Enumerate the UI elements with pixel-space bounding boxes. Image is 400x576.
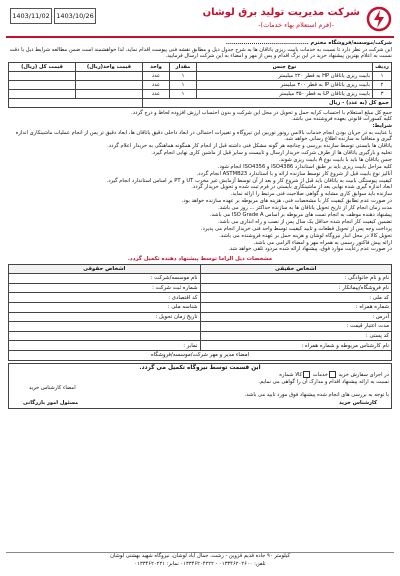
form-field[interactable]: کد اقتصادی : (9, 293, 201, 303)
term-item: تضمین کیفیت کار انجام شده حداقل یک سال پس از نصب و راه اندازی می باشد. (217, 218, 392, 225)
total-row (9, 98, 392, 107)
form-field[interactable]: کد ملی : (200, 293, 392, 303)
footer-phones: تلفن: ۰۱۳۳۴۶۲۰۲۶۰۰ - ۰۱۳۳۴۶۲۰۴۲۲۲ نمابر: ۰۱۳۳۴۶۲۰۲۲۱ (134, 560, 266, 567)
unit-price-cell[interactable] (76, 71, 143, 80)
form-field[interactable]: کد پستی : (200, 331, 392, 341)
total-price-cell[interactable] (9, 80, 76, 89)
note-2: کلیه کسورات قانونی بعهده فروشنده می باشد. (291, 116, 392, 123)
unit-price-cell[interactable] (76, 80, 143, 89)
note-1: جمع کل مبلغ استعلام با احتساب کرایه حمل و تحویل در محل این شرکت و بدون احتساب ارزش افزوده لحاظ و درج گردد. (131, 109, 392, 116)
term-item: کیفیت پیوستگی بابیت به یاتاقان باید قبل از شروع کار و بعد از آن توسط آزمایش غیر مخرب UT و PT بر اساس استاندارد انجام گیرد. (106, 177, 392, 184)
commerce-manager-label: مسئول امور بازرگانی (23, 399, 79, 406)
form-field[interactable]: آدرس : (200, 312, 392, 322)
term-item: یاتاقان ها بایستی توسط سازنده بررسی و چنانچه هر گونه مشکل فنی داشته قبل از انجام کار همگونه هماهنگی به خریدار اعلام گردد. (107, 143, 392, 150)
col-unit: واحد (143, 62, 170, 71)
total-price-cell[interactable] (9, 71, 76, 80)
footer (6, 552, 394, 572)
form-field[interactable]: شناسه ملی : (9, 302, 201, 312)
col-legal-persons: اشخاص حقوقی (9, 264, 201, 274)
term-item: در صورت عدم رعایت موارد فوق، پیشنهاد ارائه شده مردود تلقی خواهد شد. (228, 246, 392, 253)
goods-checkbox[interactable] (303, 371, 310, 378)
form-subtitle: -(فرم استعلام بهاء خدمات)- (258, 21, 334, 29)
form-field[interactable]: مدت اعتبار قیمت : (200, 322, 392, 332)
term-item: تخلیه و بارگیری یاتاقان ها از طرف شرکت خریدار ارسال و تابیست و سایر قبل از ماشین کاری نهایی انجام گیرد. (151, 149, 392, 156)
purchase-expert-label: کارشناس خرید (339, 399, 377, 406)
form-field[interactable] (9, 331, 201, 341)
document-page (6, 4, 394, 572)
terms-title: شرایط: (372, 122, 392, 129)
date-box-1: 1403/11/02 (10, 8, 52, 24)
total-label: جمع کل (به عدد) - ریال (143, 98, 392, 107)
buyer-section (8, 363, 392, 410)
buyer-line-2: نسبت به ارائه پیشنهاد اقدام و مدارک آن را گواهی می نمایم. (258, 378, 389, 385)
company-name: شرکت مدیریت تولید برق لوشان (202, 7, 360, 18)
required-note: مشخصات ذیل الزاما توسط پیشنهاد دهنده تکمیل گردد. (127, 256, 273, 263)
form-field[interactable]: شماره ثبت شرکت : (9, 283, 201, 293)
term-item: تحویل کالا در محل انبار نیروگاه لوشان و هزینه حمل بر عهده فروشنده می باشد. (219, 232, 392, 239)
term-item: آنالیز نوع بابیت قبل از شروع کار توسط سازنده ارائه و با استاندارد ASTMB23 انجام گردد. (196, 170, 392, 177)
form-field[interactable]: نام و نام خانوادگی : (200, 274, 392, 284)
table-row: ۳ بابیت ریزی یاتاقان LP به قطر ۳۵۰ میلیمتر ۱ عدد (9, 89, 392, 98)
term-item: ابعاد اندازه گیری شده نهایی بعد از ماشینکاری بایستی در فرم ثبت شده و تحویل خریدار گردد. (191, 184, 392, 191)
term-item: پرداخت وجه پس از تحویل قطعات و تایید کیفیت توسط واحد فنی خریدار انجام می پذیرد. (200, 225, 392, 232)
term-item: جنس یاتاقان ها باید با بابیت نوع A بابیت ریزی شوند. (278, 156, 392, 163)
col-quantity: مقدار (170, 62, 197, 71)
term-item: ارائه پیش فاکتور رسمی به همراه مهر و امضاء الزامی می باشد. (253, 239, 392, 246)
header-divider (6, 36, 394, 38)
terms-list (6, 130, 394, 253)
fax-field[interactable]: نمابر : (9, 341, 201, 351)
grand-total-cell[interactable] (9, 98, 143, 107)
total-price-cell[interactable] (9, 89, 76, 98)
form-field[interactable] (9, 322, 201, 332)
col-index: ردیف (373, 62, 392, 71)
col-description: نوع جنس (197, 62, 373, 71)
term-item: پیشنهاد دهنده موظف به انجام تست های مربوطه بر اساس ISO Grade A می باشد. (209, 211, 392, 218)
term-item: در صورت عدم تطابق کیفیت کار با مشخصات فنی، هزینه های مربوطه بر عهده سازنده خواهد بود. (181, 198, 392, 205)
bidder-info-table (8, 255, 392, 361)
buyer-line-3: با توجه به بررسی های انجام شده پیشنهاد فوق مورد تایید می باشد. (244, 391, 389, 398)
buyer-line-1: در اجرای سفارش خرید خدمات کالا شماره (279, 372, 389, 379)
form-field[interactable]: شماره همراه : (200, 302, 392, 312)
buyer-section-title: این قسمت توسط نیروگاه تکمیل می گردد. (139, 364, 261, 371)
date-box-2: 1403/10/26 (54, 8, 96, 24)
signature-field[interactable]: امضاء مدیر و مهر شرکت/موسسه/فروشگاه (9, 350, 392, 360)
items-table (8, 62, 392, 108)
term-item: سازنده باید سوابق کاری مشابه و گواهی صلاحیت فنی مرتبط را ارائه نماید. (230, 191, 392, 198)
form-field[interactable]: نام فروشگاه/پیمانکار : (200, 283, 392, 293)
table-row: ۱ بابیت ریزی یاتاقان HP به قطر ۲۲۰ میلیمتر ۱ عدد (9, 71, 392, 80)
unit-price-cell[interactable] (76, 89, 143, 98)
salutation: شرکت/موسسه/فروشگاه محترم .......................................... (225, 40, 392, 46)
term-item: با عنایت به در جریان بودن انجام خدمات بالانس روتور توربین این نیروگاه و تغییرات احتمالی در ابعاد داخلی دقیق یاتاقان ها، ابعاد دقیق تر پس از انجام عملیات ماشینکاری اندازه گیری و متعاقبا به سازنده اطلاع رسانی خواهد شد. (15, 129, 392, 143)
document-header (6, 4, 394, 38)
intro-body: این شرکت در نظر دارد تا نسبت به خدمات بابیت ریزی یاتاقان ها به شرح جدول ذیل و مطابق نقشه فنی پیوست اقدام نماید. لذا خواهشمند است ضمن مطالعه شرایط ذیل با دقت نسبت به اعلام بهترین پیشنهاد خرید در این برگ اقدام و پس از مهر و امضاء به این شرکت ارسال فرمایید. (9, 46, 392, 60)
table-row: ۲ بابیت ریزی یاتاقان IP به قطر ۳۰۰ میلیمتر ۱ عدد (9, 80, 392, 89)
form-field[interactable]: نام موسسه/شرکت : (9, 274, 201, 284)
form-field[interactable]: تاریخ زمان تحویل : (9, 312, 201, 322)
col-real-persons: اشخاص حقیقی (200, 264, 392, 274)
col-total-price: قیمت کل (ریال) (9, 62, 76, 71)
services-checkbox[interactable] (329, 371, 336, 378)
term-item: مدت زمان انجام کار از تاریخ تحویل یاتاقان ها به سازنده حداکثر ... روز می باشد. (218, 205, 392, 212)
col-unit-price: قیمت واحد(ریال) (76, 62, 143, 71)
term-item: کلیه مراحل بابیت ریزی باید بر طبق استاندارد ISO4386 و ISO4356 انجام شود. (217, 163, 392, 170)
company-logo-icon (366, 6, 392, 32)
footer-address: کیلومتر ۹۰ جاده قدیم قزوین - رشت، جمال آباد لوشان، نیروگاه شهید بهشتی لوشان (110, 553, 290, 559)
expert-signature: امضاء کارشناس خرید (29, 385, 76, 392)
contact-field[interactable]: نام کارشناس مربوطه و شماره همراه : (200, 341, 392, 351)
